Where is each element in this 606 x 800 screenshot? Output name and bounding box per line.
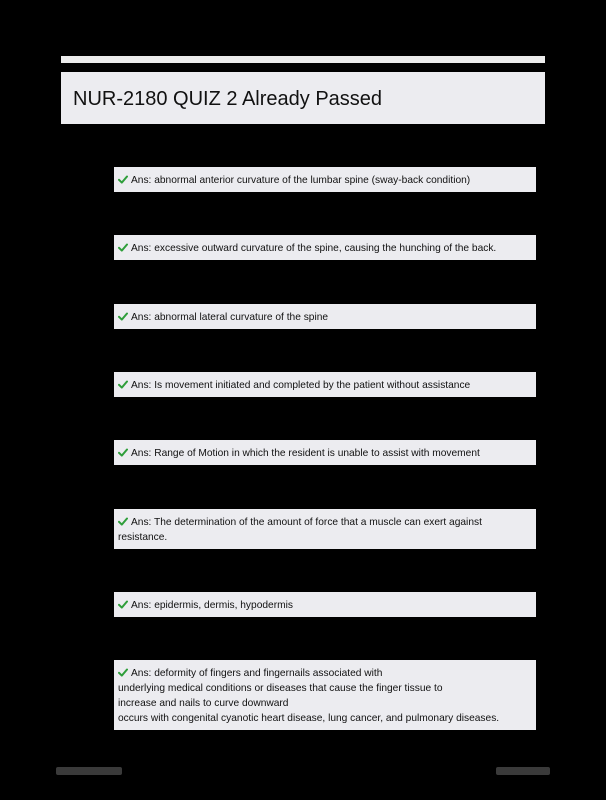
answer-box-3 — [114, 304, 536, 329]
answer-text: Ans: Range of Motion in which the resident is unable to assist with movement — [131, 448, 480, 459]
check-icon — [118, 668, 128, 677]
check-icon — [118, 448, 128, 457]
header-rule — [61, 56, 545, 63]
page-title: NUR-2180 QUIZ 2 Already Passed — [73, 88, 383, 110]
answer-box-4 — [114, 372, 536, 397]
answer-box-8 — [114, 660, 536, 730]
answer-text: Ans: Is movement initiated and completed by the patient without assistance — [131, 380, 471, 391]
check-icon — [118, 243, 128, 252]
footer-page-number — [496, 767, 550, 775]
check-icon — [118, 380, 128, 389]
answer-text: Ans: abnormal lateral curvature of the spine — [131, 312, 329, 323]
answer-text: underlying medical conditions or diseases that cause the finger tissue to — [118, 683, 443, 694]
check-icon — [118, 312, 128, 321]
answer-box-2 — [114, 235, 536, 260]
check-icon — [118, 175, 128, 184]
answer-box-7 — [114, 592, 536, 617]
answer-box-1 — [114, 167, 536, 192]
check-icon — [118, 600, 128, 609]
footer-watermark-left — [56, 767, 122, 775]
answer-text: resistance. — [118, 532, 168, 543]
answer-text: Ans: The determination of the amount of force that a muscle can exert against — [131, 517, 482, 528]
answer-text: increase and nails to curve downward — [118, 698, 289, 709]
answer-text: Ans: abnormal anterior curvature of the lumbar spine (sway-back condition) — [131, 175, 471, 186]
answer-text: Ans: excessive outward curvature of the spine, causing the hunching of the back. — [131, 243, 497, 254]
answer-text: Ans: deformity of fingers and fingernails associated with — [131, 668, 383, 679]
title-box — [61, 72, 545, 124]
answer-box-6 — [114, 509, 536, 549]
answer-text: Ans: epidermis, dermis, hypodermis — [131, 600, 293, 611]
answer-box-5 — [114, 440, 536, 465]
check-icon — [118, 517, 128, 526]
answer-text: occurs with congenital cyanotic heart disease, lung cancer, and pulmonary diseases. — [118, 713, 500, 724]
